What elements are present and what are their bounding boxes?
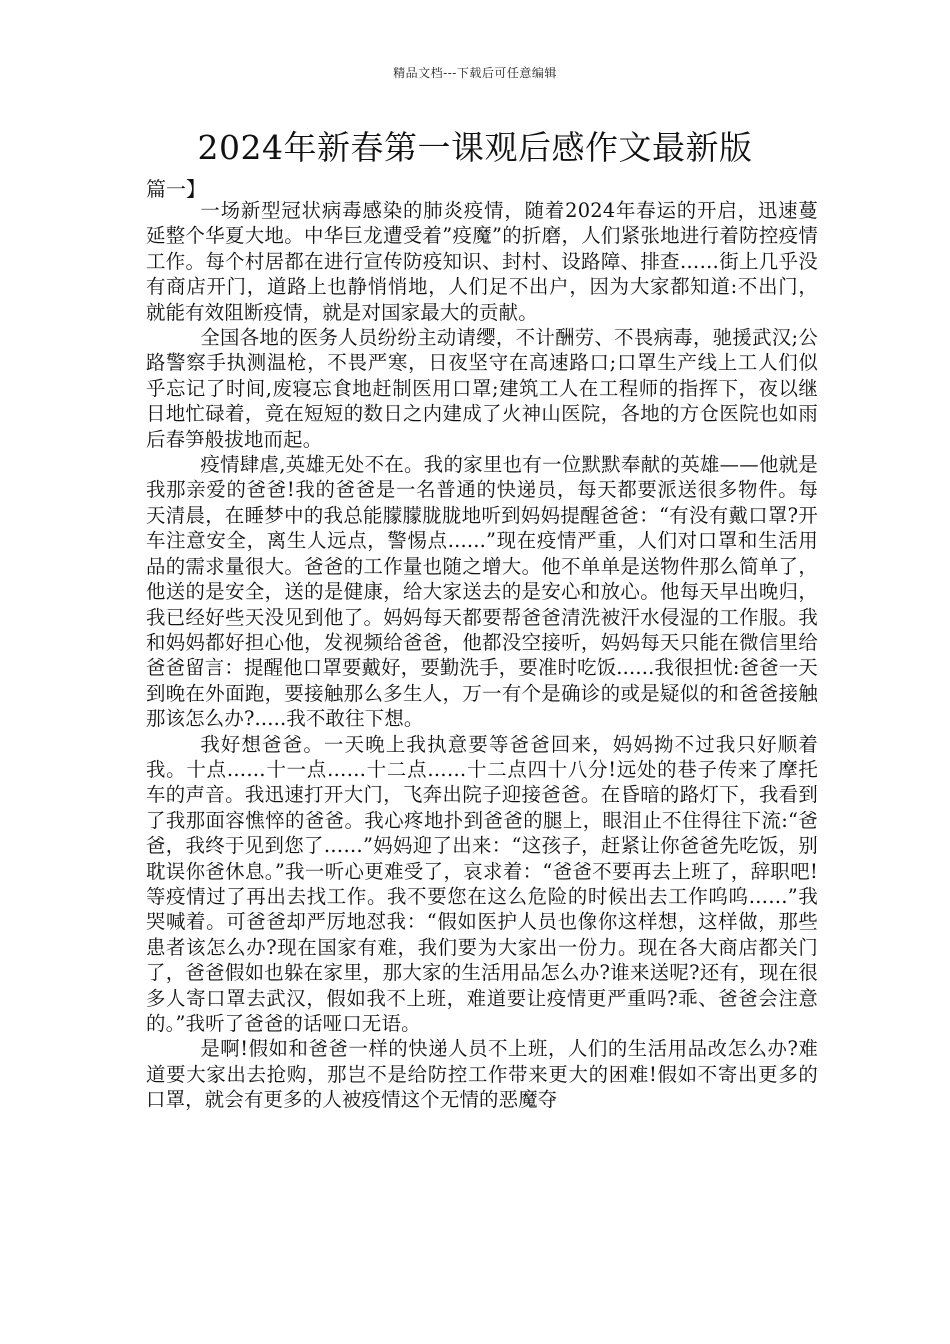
paragraph-4: 我好想爸爸。一天晚上我执意要等爸爸回来，妈妈拗不过我只好顺着我。十点……十一点……十二点……十二点四十八分!远处的巷子传来了摩托车的声音。我迅速打开大门，飞奔出院子迎接爸爸。在昏暗的路灯下，我看到了我那面容憔悴的爸爸。我心疼地扑到爸爸的腿上，眼泪止不住得往下流:“爸爸，我终于见到您了……”妈妈迎了出来：“这孩子，赶紧让你爸爸先吃饭，别耽误你爸休息。”我一听心更难受了，哀求着：“爸爸不要再去上班了，辞职吧!等疫情过了再出去找工作。我不要您在这么危险的时候出去工作呜呜……”我哭喊着。可爸爸却严厉地怼我：“假如医护人员也像你这样想，这样做，那些患者该怎么办?现在国家有难，我们要为大家出一份力。现在各大商店都关门了，爸爸假如也躲在家里，那大家的生活用品怎么办?谁来送呢?还有，现在很多人寄口罩去武汉，假如我不上班，难道要让疫情更严重吗?乖、爸爸会注意的。”我听了爸爸的话哑口无语。 [146,732,818,1035]
page-title: 2024年新春第一课观后感作文最新版 [197,128,753,167]
paragraph-5: 是啊!假如和爸爸一样的快递人员不上班，人们的生活用品改怎么办?难道要大家出去抢购，那岂不是给防控工作带来更大的困难!假如不寄出更多的口罩，就会有更多的人被疫情这个无情的恶魔夺 [146,1037,818,1112]
paragraph-2: 全国各地的医务人员纷纷主动请缨，不计酬劳、不畏病毒，驰援武汉;公路警察手执测温枪，不畏严寒，日夜坚守在高速路口;口罩生产线上工人们似乎忘记了时间,废寝忘食地赶制医用口罩;建筑工人在工程师的指挥下，夜以继日地忙碌着，竟在短短的数日之内建成了火神山医院，各地的方仓医院也如雨后春笋般拔地而起。 [146,326,818,451]
body-text [146,198,818,1113]
paragraph-1: 一场新型冠状病毒感染的肺炎疫情，随着2024年春运的开启，迅速蔓延整个华夏大地。中华巨龙遭受着”疫魔”的折磨，人们紧张地进行着防控疫情工作。每个村居都在进行宣传防疫知识、封村、设路障、排查……街上几乎没有商店开门，道路上也静悄悄地，人们足不出户，因为大家都知道:不出门，就能有效阻断疫情，就是对国家最大的贡献。 [146,199,818,324]
section-label: 篇一】 [146,177,206,201]
header-note: 精品文档---下载后可任意编辑 [393,66,557,80]
paragraph-3: 疫情肆虐,英雄无处不在。我的家里也有一位默默奉献的英雄——他就是我那亲爱的爸爸!我的爸爸是一名普通的快递员，每天都要派送很多物件。每天清晨，在睡梦中的我总能朦朦胧胧地听到妈妈提醒爸爸：“有没有戴口罩?开车注意安全，离生人远点，警惕点......”现在疫情严重，人们对口罩和生活用品的需求量很大。爸爸的工作量也随之增大。他不单单是送物件那么简单了，他送的是安全，送的是健康，给大家送去的是安心和放心。他每天早出晚归，我已经好些天没见到他了。妈妈每天都要帮爸爸清洗被汗水侵湿的工作服。我和妈妈都好担心他，发视频给爸爸，他都没空接听，妈妈每天只能在微信里给爸爸留言：提醒他口罩要戴好，要勤洗手，要准时吃饭......我很担忧:爸爸一天到晚在外面跑，要接触那么多生人，万一有个是确诊的或是疑似的和爸爸接触那该怎么办?.....我不敢往下想。 [146,453,818,731]
